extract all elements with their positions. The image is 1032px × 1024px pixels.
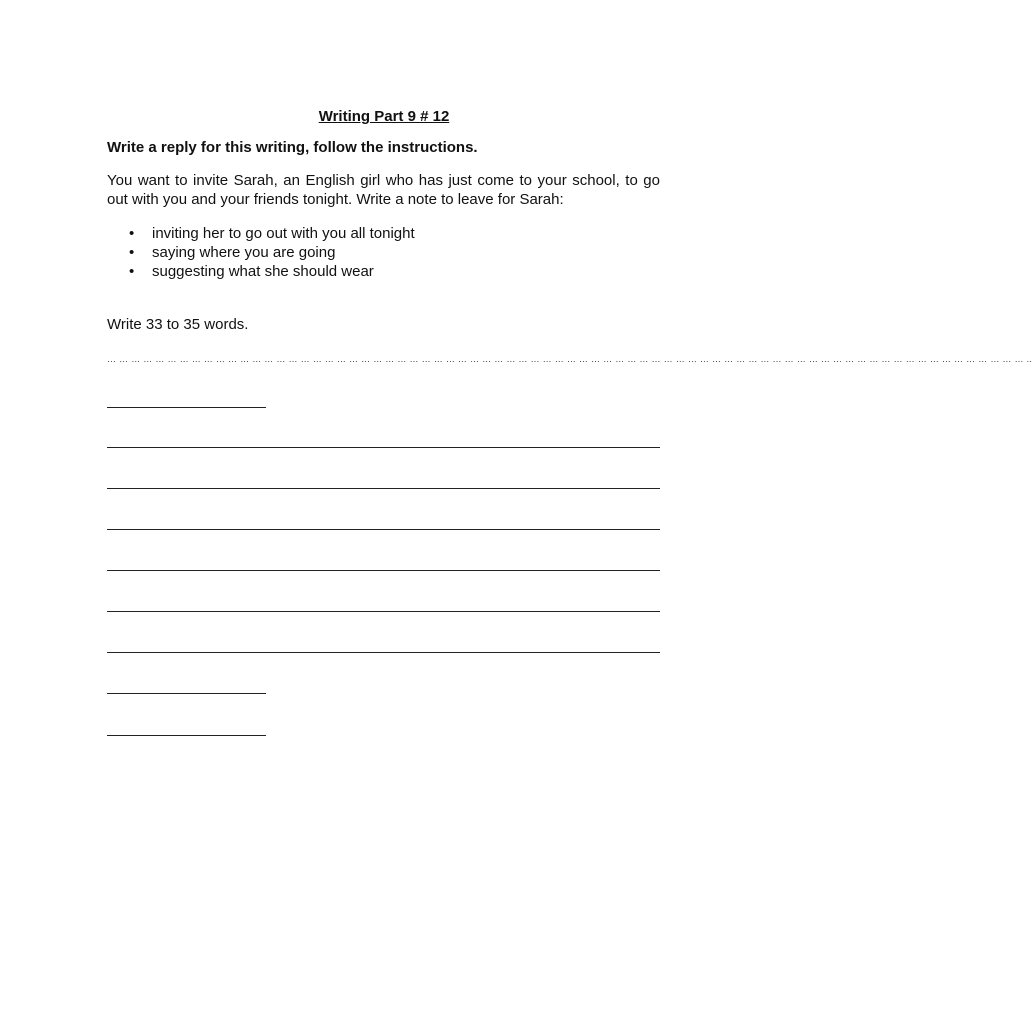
- writing-line: [107, 570, 660, 571]
- bullet-text: suggesting what she should wear: [152, 263, 374, 280]
- bullet-text: saying where you are going: [152, 244, 336, 261]
- instructions-heading: Write a reply for this writing, follow the instructions.: [107, 139, 478, 156]
- word-count-instruction: Write 33 to 35 words.: [107, 316, 249, 333]
- list-item: [107, 224, 415, 243]
- writing-line-short: [107, 693, 266, 694]
- list-item: [107, 243, 415, 262]
- writing-line: [107, 447, 660, 448]
- bullet-text: inviting her to go out with you all tonight: [152, 225, 415, 242]
- list-item: [107, 262, 415, 281]
- task-bullet-list: [107, 224, 415, 281]
- writing-line: [107, 652, 660, 653]
- writing-line: [107, 529, 660, 530]
- task-description: You want to invite Sarah, an English girl who has just come to your school, to go out with you and your friends tonight. Write a note to leave for Sarah:: [107, 172, 660, 208]
- writing-line-short: [107, 407, 266, 408]
- bullet-icon: •: [129, 263, 135, 280]
- writing-line-short: [107, 735, 266, 736]
- dotted-writing-line: … … … … … … … … … … … … … … … … … … … … … … … … … … … … … … … … … … … … … … … … … … … … … … … … … … … … … … … … … … … … … … … … … … … … … … … … … … … … ..: [107, 354, 1032, 364]
- writing-line: [107, 611, 660, 612]
- bullet-icon: •: [129, 225, 135, 242]
- page-title: Writing Part 9 # 12: [318, 108, 450, 125]
- bullet-icon: •: [129, 244, 135, 261]
- writing-line: [107, 488, 660, 489]
